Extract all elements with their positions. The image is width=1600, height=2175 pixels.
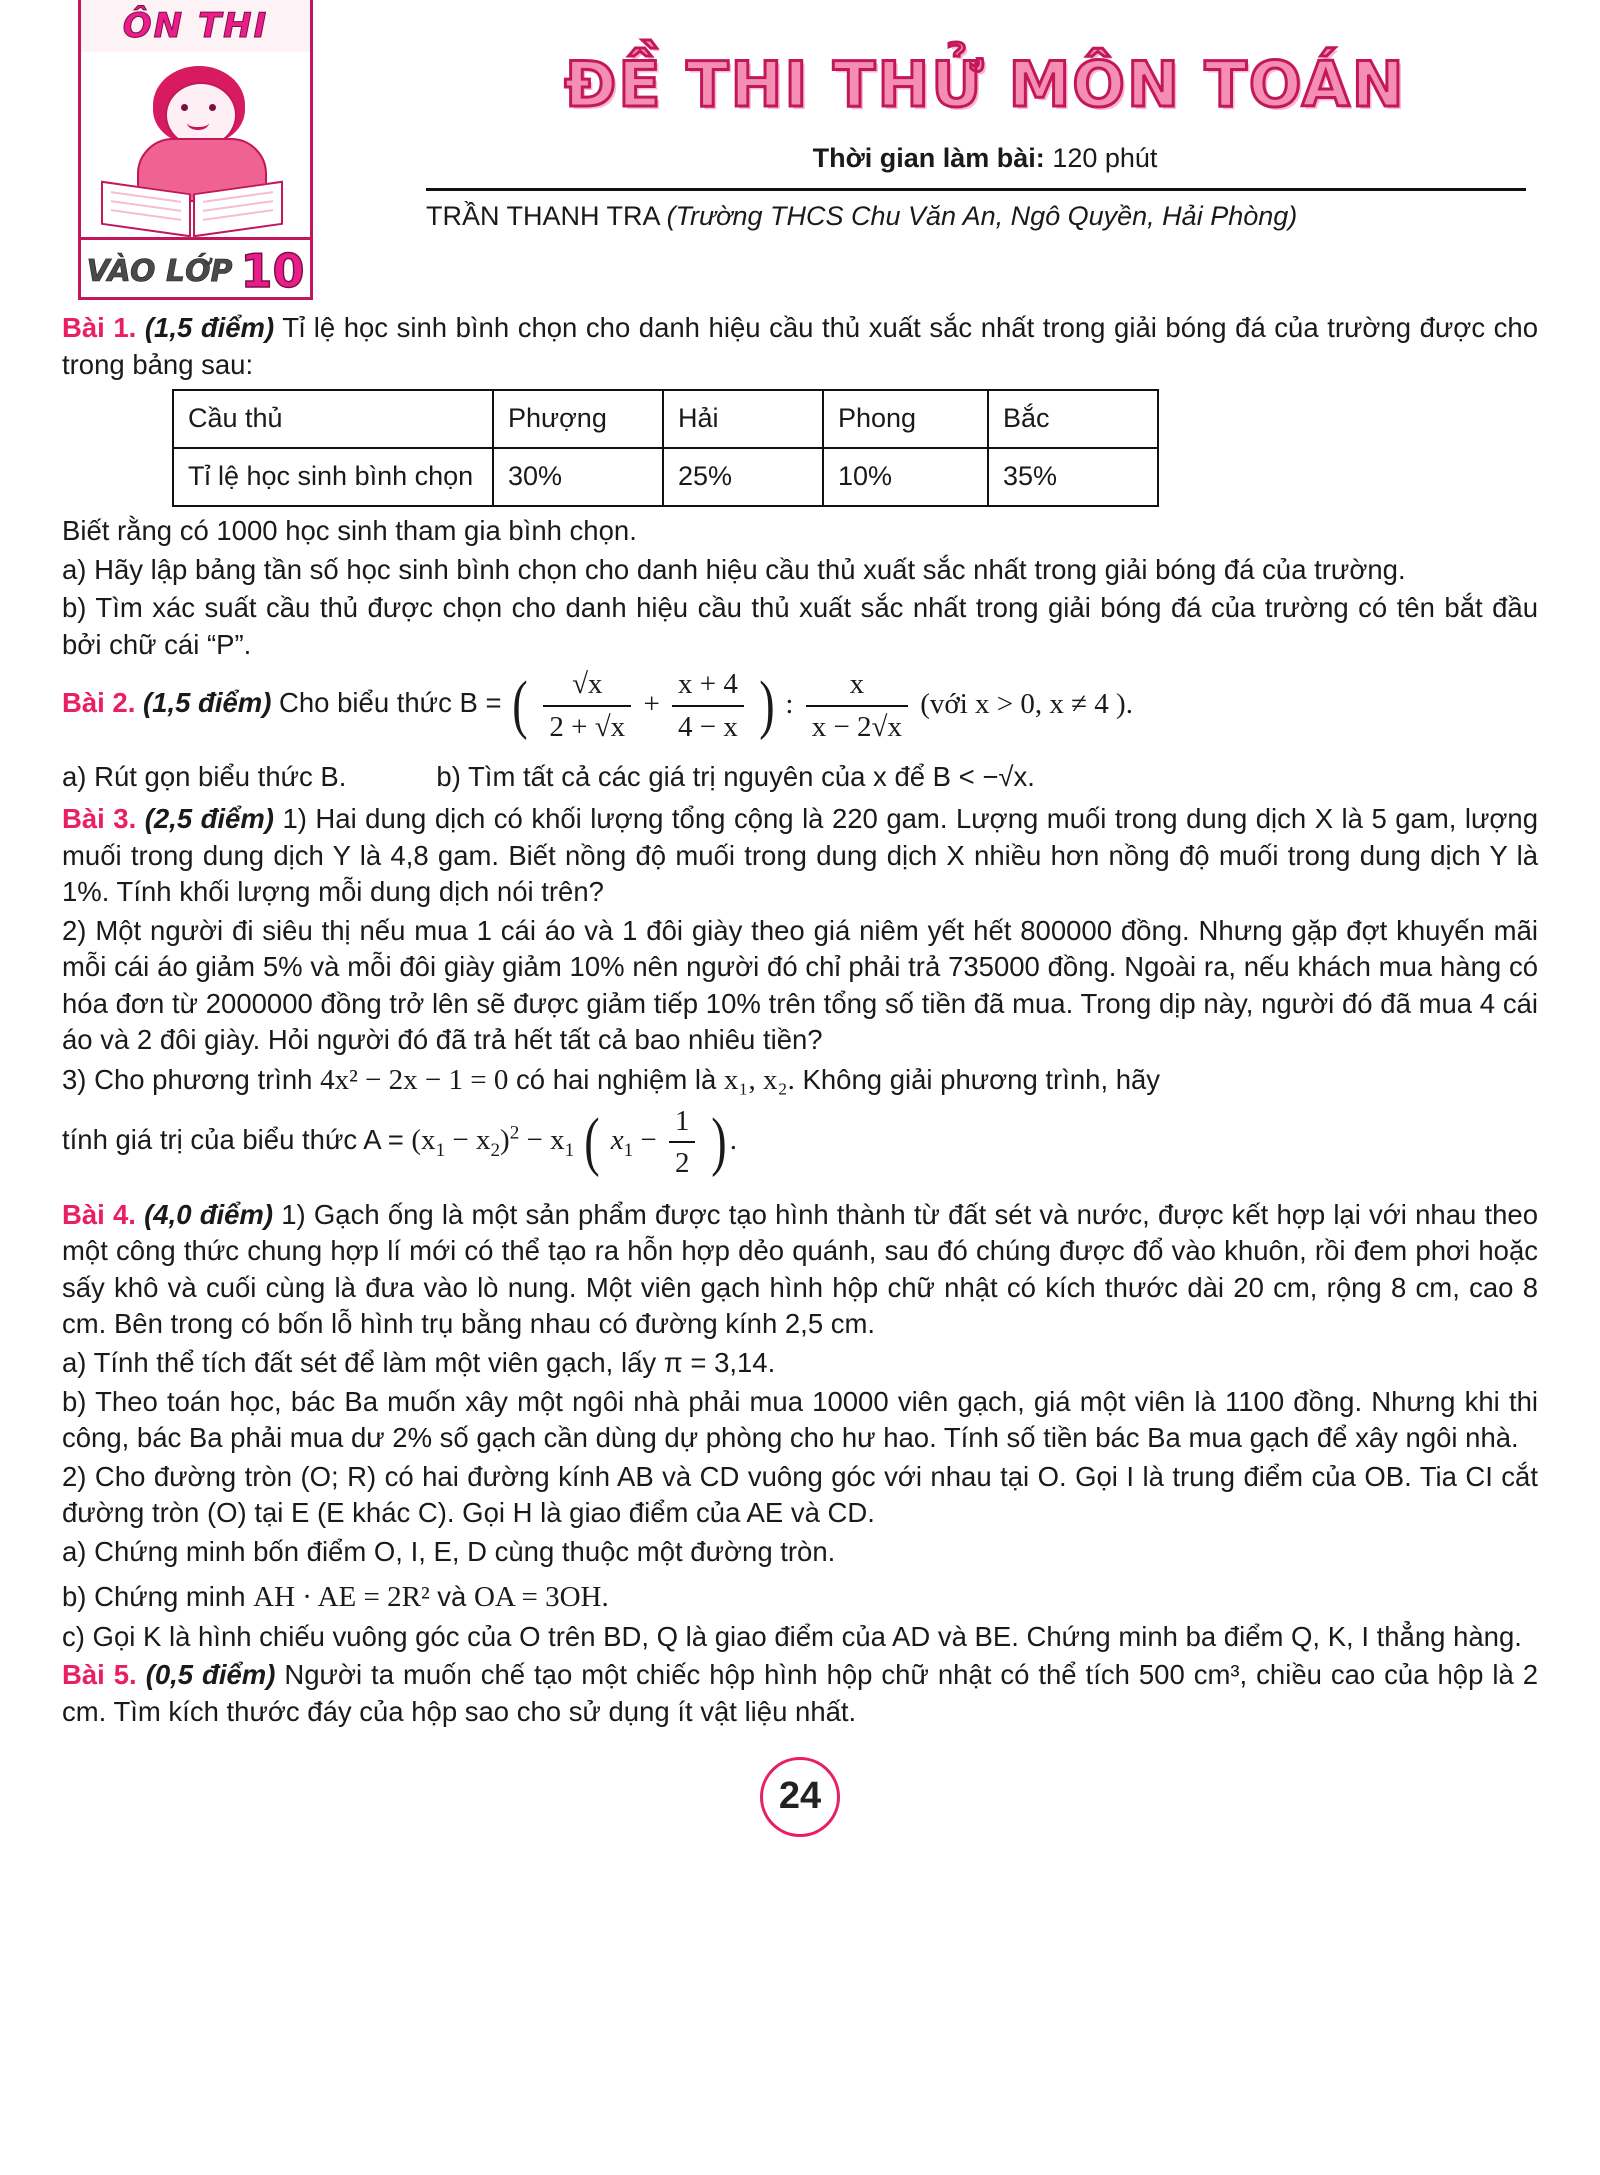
bai3-part-3-line2 [62,1102,1538,1183]
colon-sign: : [785,687,794,720]
fraction-3 [806,665,908,746]
page-number: 24 [760,1757,840,1837]
row-header-percent: Tỉ lệ học sinh bình chọn [173,448,493,506]
fraction-1-numerator: √x [572,668,603,701]
bai4-part-1 [62,1197,1538,1343]
cell-player-2: Hải [663,390,823,448]
author-affiliation: (Trường THCS Chu Văn An, Ngô Quyền, Hải Phòng) [666,201,1298,231]
header-divider [426,188,1526,191]
bai5 [62,1657,1538,1730]
left-paren-A: ( [584,1104,601,1178]
fraction-1-denominator: 2 + √x [543,705,631,747]
bai4-part-2: 2) Cho đường tròn (O; R) có hai đường kính AB và CD vuông góc với nhau tại O. Gọi I là trung điểm của OB. Tia CI cắt đường tròn (O) tại E (E khác C). Gọi H là giao điểm của AE và CD. [62,1460,1538,1529]
bai5-label: Bài 5. [62,1659,137,1691]
bai1-intro [62,310,1538,383]
exam-content [0,310,1600,1863]
bai2-points: (1,5 điểm) [143,687,272,719]
bai4-part-1-text: 1) Gạch ống là một sản phẩm được tạo hình thành từ đất sét và nước, được kết hợp lại với nhau theo một công thức chung hợp lí mới có thể tạo ra hỗn hợp dẻo quánh, sau đó chúng được đổ vào khuôn, rồi đem phơi hoặc sấy khô và cuối cùng là đưa vào lò nung. Một viên gạch hình hộp chữ nhật có kích thước dài 20 cm, rộng 8 cm, cao 8 cm. Bên trong có bốn lỗ hình trụ bằng nhau có đường kính 2,5 cm. [62,1198,1539,1340]
fraction-2-numerator: x + 4 [678,668,738,701]
bai4-part-1a: a) Tính thể tích đất sét để làm một viên gạch, lấy π = 3,14. [62,1346,776,1378]
bai3-part-3-pre: 3) Cho phương trình [62,1064,313,1095]
bai3-part-3 [62,1061,1538,1100]
bai3-part-1-text: 1) Hai dung dịch có khối lượng tổng cộng là 220 gam. Lượng muối trong dung dịch X là 5 gam, lượng muối trong dung dịch Y là 4,8 gam. Biết nồng độ muối trong dung dịch X nhiều hơn nồng độ muối trong dung dịch Y là 1%. Tính khối lượng mỗi dung dịch nói trên? [62,803,1539,908]
bai3-part-1 [62,801,1538,911]
cell-percent-1: 30% [493,448,663,506]
bai4-equation-1: AH · AE = 2R² [253,1581,430,1614]
page-number-wrap [62,1757,1538,1863]
page-title: ĐỀ THI THỬ MÔN TOÁN [564,48,1406,121]
bai5-text-pre: Người ta muốn chế tạo một chiếc hộp hình hộp chữ nhật có thể tích 500 [284,1659,1185,1691]
bai4-equation-2: OA = 3OH. [473,1581,609,1614]
fraction-3-numerator: x [849,668,865,701]
bai4-part-2b [62,1578,1538,1617]
series-logo [78,0,313,300]
bai3-points: (2,5 điểm) [144,803,274,835]
plus-sign: + [643,687,660,720]
bai2-condition: (với x > 0, x ≠ 4 ). [920,687,1133,720]
bai4-points: (4,0 điểm) [144,1198,274,1230]
bai3-roots: x₁, x₂. [723,1064,795,1096]
bai2-intro [62,665,1538,746]
vote-table [172,389,1159,507]
table-row [173,448,1158,506]
left-paren: ( [512,668,528,742]
cell-percent-4: 35% [988,448,1158,506]
duration-label: Thời gian làm bài: [812,143,1045,173]
bai1-part-a: a) Hãy lập bảng tần số học sinh bình chọn cho danh hiệu cầu thủ xuất sắc nhất trong giải bóng đá của trường. [62,553,1406,585]
cell-percent-2: 25% [663,448,823,506]
right-paren: ) [759,668,775,742]
row-header-player: Cầu thủ [173,390,493,448]
cell-percent-3: 10% [823,448,988,506]
logo-grade-number: 10 [240,244,305,298]
bai4-part-2b-pre: b) Chứng minh [62,1581,246,1613]
author-line [426,201,1600,232]
bai3-part-2: 2) Một người đi siêu thị nếu mua 1 cái áo và 1 đôi giày theo giá niêm yết hết 800000 đồng. Nhưng gặp đợt khuyến mãi mỗi cái áo giảm 5% và mỗi đôi giày giảm 10% nên người đó chỉ phải trả 735000 đồng. Ngoài ra, nếu khách mua hàng có hóa đơn từ 2000000 đồng trở lên sẽ được giảm tiếp 10% trên tổng số tiền đã mua. Trong dịp này, người đó đã mua 4 cái áo và 2 đôi giày. Hỏi người đó đã trả hết tất cả bao nhiêu tiền? [62,914,1538,1056]
bai2-label: Bài 2. [62,687,136,719]
fraction-2-denominator: 4 − x [672,705,744,747]
logo-vaolop-text: VÀO LỚP [86,253,233,289]
page-header [0,0,1600,310]
bai3-part-3-mid: có hai nghiệm là [516,1064,717,1095]
bai2-part-a: a) Rút gọn biểu thức B. [62,760,347,792]
bai4-label: Bài 4. [62,1198,136,1230]
bai3-part-3-post: Không giải phương trình, hãy [802,1064,1161,1095]
bai1-note: Biết rằng có 1000 học sinh tham gia bình chọn. [62,515,637,547]
bai2-intro-text: Cho biểu thức B = [279,687,502,719]
bai2-part-b: b) Tìm tất cả các giá trị nguyên của x để B < −√x. [436,760,1035,792]
duration-value: 120 phút [1052,143,1158,173]
fraction-2 [672,665,744,746]
bai5-points: (0,5 điểm) [145,1659,276,1691]
bai4-part-1b: b) Theo toán học, bác Ba muốn xây một ngôi nhà phải mua 10000 viên gạch, giá một viên là 1100 đồng. Nhưng khi thi công, bác Ba phải mua dư 2% số gạch cần dùng dự phòng cho hư hao. Tính số tiền bác Ba mua gạch để xây ngôi nhà. [62,1385,1538,1454]
bai3-expr-intro: tính giá trị của biểu thức A = [62,1123,404,1155]
author-name: TRẦN THANH TRA [426,201,660,231]
bai5-text-post: cm³, chiều cao của hộp là 2 cm. Tìm kích thước đáy của hộp sao cho sử dụng ít vật liệu nhất. [62,1659,1539,1727]
bai4-part-2a: a) Chứng minh bốn điểm O, I, E, D cùng thuộc một đường tròn. [62,1535,836,1567]
logo-bottom-banner [81,237,310,300]
vote-table-wrap [62,389,1538,507]
bai1-label: Bài 1. [62,312,137,343]
fraction-3-denominator: x − 2√x [806,705,908,747]
logo-top-text: ÔN THI [122,6,269,46]
bai3-expression-A: $(x_1 - x_2)^2 - x_1$ ( $x_1$ − $\frac{1}{2}$ ) . [411,1124,737,1156]
table-row [173,390,1158,448]
bai1-points: (1,5 điểm) [144,312,275,343]
fraction-half: $\frac{1}{2}$ [669,1102,696,1183]
bai2-expression [509,668,1133,743]
bai3-equation: 4x² − 2x − 1 = 0 [320,1064,509,1096]
bai3-label: Bài 3. [62,803,137,835]
bai4-part-2c: c) Gọi K là hình chiếu vuông góc của O trên BD, Q là giao điểm của AD và BE. Chứng minh ba điểm Q, K, I thẳng hàng. [62,1620,1522,1652]
girl-reading-icon [81,52,310,237]
cell-player-1: Phượng [493,390,663,448]
bai1-part-b: b) Tìm xác suất cầu thủ được chọn cho danh hiệu cầu thủ xuất sắc nhất trong giải bóng đá của trường có tên bắt đầu bởi chữ cái “P”. [62,592,1538,660]
fraction-1 [543,665,631,746]
cell-player-4: Bắc [988,390,1158,448]
exam-duration [370,143,1600,174]
bai2-subparts [62,759,1538,796]
bai4-part-2b-mid: và [437,1581,467,1613]
bai1-intro-text: Tỉ lệ học sinh bình chọn cho danh hiệu cầu thủ xuất sắc nhất trong giải bóng đá của trường được cho trong bảng sau: [62,312,1538,380]
right-paren-A: ) [711,1104,727,1178]
logo-top-banner [81,0,310,52]
cell-player-3: Phong [823,390,988,448]
